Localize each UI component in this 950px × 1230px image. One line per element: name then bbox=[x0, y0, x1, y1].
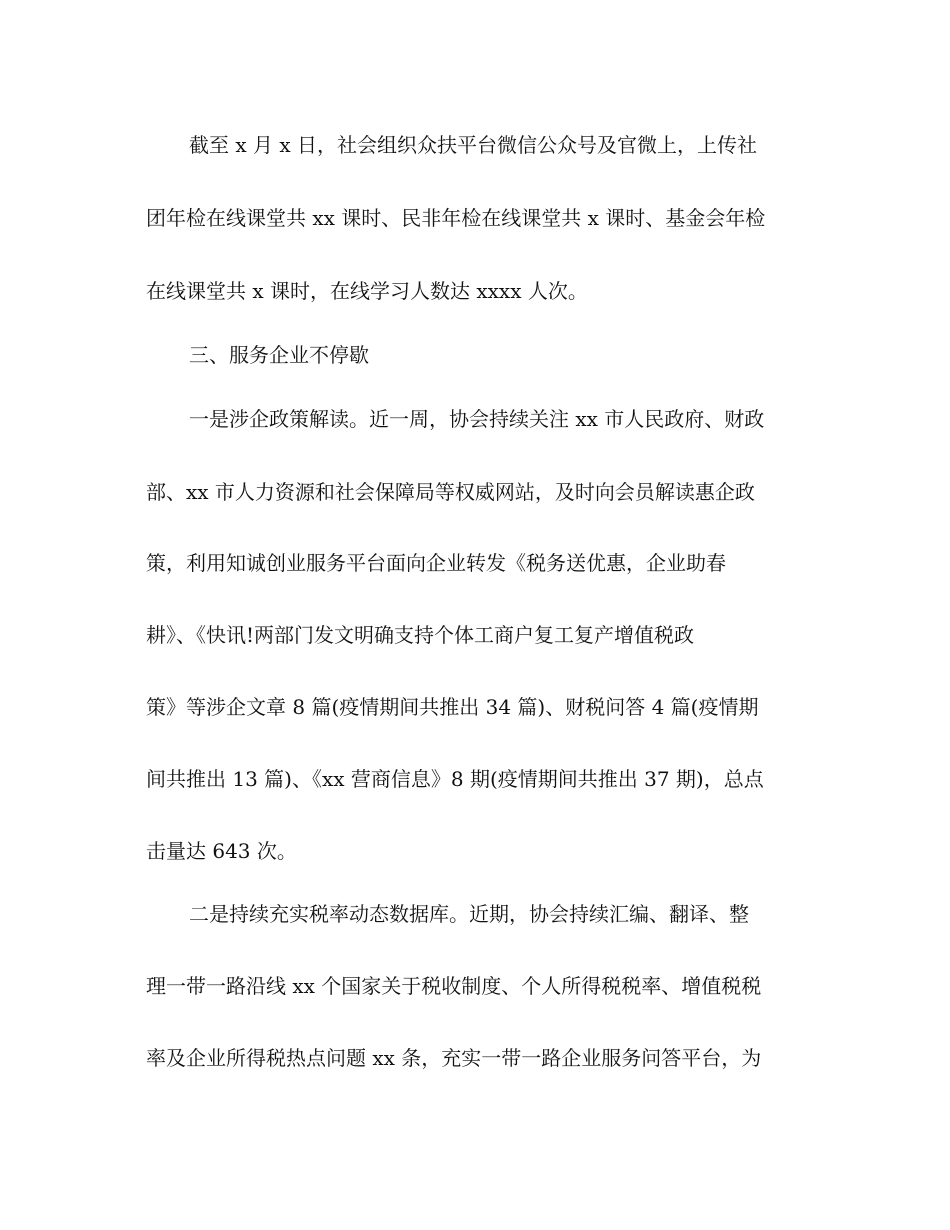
text-line: 二是持续充实税率动态数据库。近期，协会持续汇编、翻译、整 bbox=[189, 902, 749, 926]
text-line: 理一带一路沿线 xx 个国家关于税收制度、个人所得税税率、增值税税 bbox=[146, 974, 762, 998]
text-line: 截至 x 月 x 日，社会组织众扶平台微信公众号及官微上，上传社 bbox=[189, 133, 757, 157]
text-line: 团年检在线课堂共 xx 课时、民非年检在线课堂共 x 课时、基金会年检 bbox=[146, 206, 766, 230]
text-line: 一是涉企政策解读。近一周，协会持续关注 xx 市人民政府、财政 bbox=[189, 407, 765, 431]
text-line: 间共推出 13 篇)、《xx 营商信息》8 期(疫情期间共推出 37 期)，总点 bbox=[146, 767, 764, 791]
text-line: 策，利用知诚创业服务平台面向企业转发《税务送优惠，企业助春 bbox=[146, 551, 726, 575]
text-line: 耕》、《快讯!两部门发文明确支持个体工商户复工复产增值税政 bbox=[146, 623, 695, 647]
text-line: 率及企业所得税热点问题 xx 条，充实一带一路企业服务问答平台，为 bbox=[146, 1046, 762, 1070]
text-line: 在线课堂共 x 课时，在线学习人数达 xxxx 人次。 bbox=[146, 279, 588, 303]
text-line: 部、xx 市人力资源和社会保障局等权威网站，及时向会员解读惠企政 bbox=[146, 480, 755, 504]
text-line: 击量达 643 次。 bbox=[146, 839, 297, 863]
section-heading: 三、服务企业不停歇 bbox=[189, 343, 369, 367]
text-line: 策》等涉企文章 8 篇(疫情期间共推出 34 篇)、财税问答 4 篇(疫情期 bbox=[146, 695, 759, 719]
